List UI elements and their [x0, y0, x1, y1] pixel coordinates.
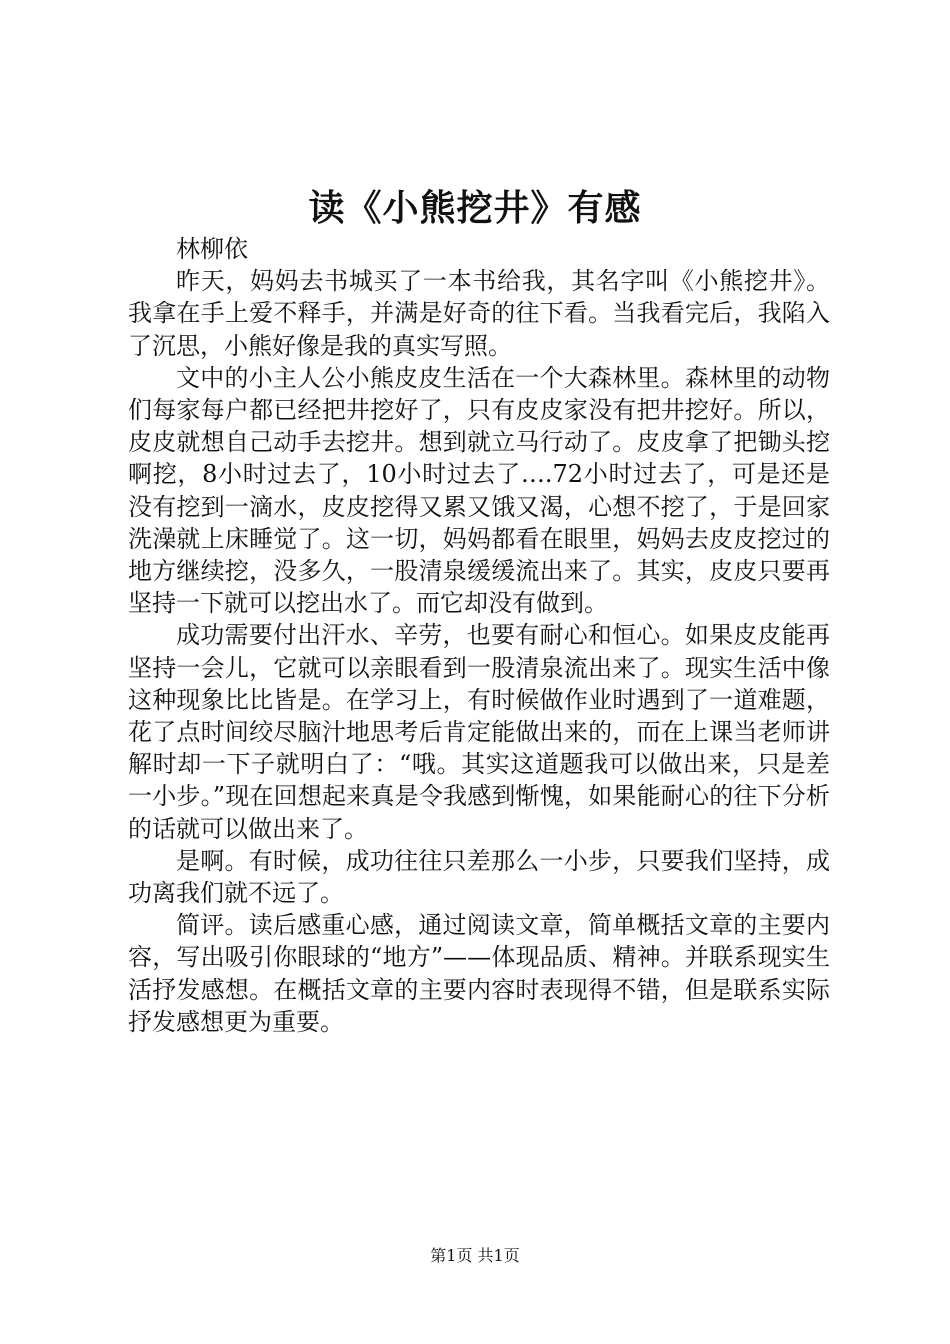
page-footer: 第1页 共1页 [430, 1246, 520, 1265]
paragraph: 昨天，妈妈去书城买了一本书给我，其名字叫《小熊挖井》。我拿在手上爱不释手，并满是好奇的往下看。当我看完后，我陷入了沉思，小熊好像是我的真实写照。 [128, 267, 830, 360]
paragraph: 文中的小主人公小熊皮皮生活在一个大森林里。森林里的动物们每家每户都已经把井挖好了，只有皮皮家没有把井挖好。所以，皮皮就想自己动手去挖井。想到就立马行动了。皮皮拿了把锄头挖啊挖，8小时过去了，10小时过去了….72小时过去了，可是还是没有挖到一滴水，皮皮挖得又累又饿又渴，心想不挖了，于是回家洗澡就上床睡觉了。这一切，妈妈都看在眼里，妈妈去皮皮挖过的地方继续挖，没多久，一股清泉缓缓流出来了。其实，皮皮只要再坚持一下就可以挖出水了。而它却没有做到。 [128, 363, 830, 618]
paragraph: 成功需要付出汗水、辛劳，也要有耐心和恒心。如果皮皮能再坚持一会儿，它就可以亲眼看到一股清泉流出来了。现实生活中像这种现象比比皆是。在学习上，有时候做作业时遇到了一道难题，花了点时间绞尽脑汁地思考后肯定能做出来的，而在上课当老师讲解时却一下子就明白了：“哦。其实这道题我可以做出来，只是差一小步。”现在回想起来真是令我感到惭愧，如果能耐心的往下分析的话就可以做出来了。 [128, 621, 830, 843]
paragraph: 简评。读后感重心感，通过阅读文章，简单概括文章的主要内容，写出吸引你眼球的“地方”——体现品质、精神。并联系现实生活抒发感想。在概括文章的主要内容时表现得不错，但是联系实际抒发感想更为重要。 [128, 911, 830, 1036]
paragraph: 是啊。有时候，成功往往只差那么一小步，只要我们坚持，成功离我们就不远了。 [128, 846, 830, 908]
author-name: 林柳依 [176, 235, 248, 263]
document-title: 读《小熊挖井》有感 [308, 187, 642, 229]
document-body [128, 233, 830, 1038]
